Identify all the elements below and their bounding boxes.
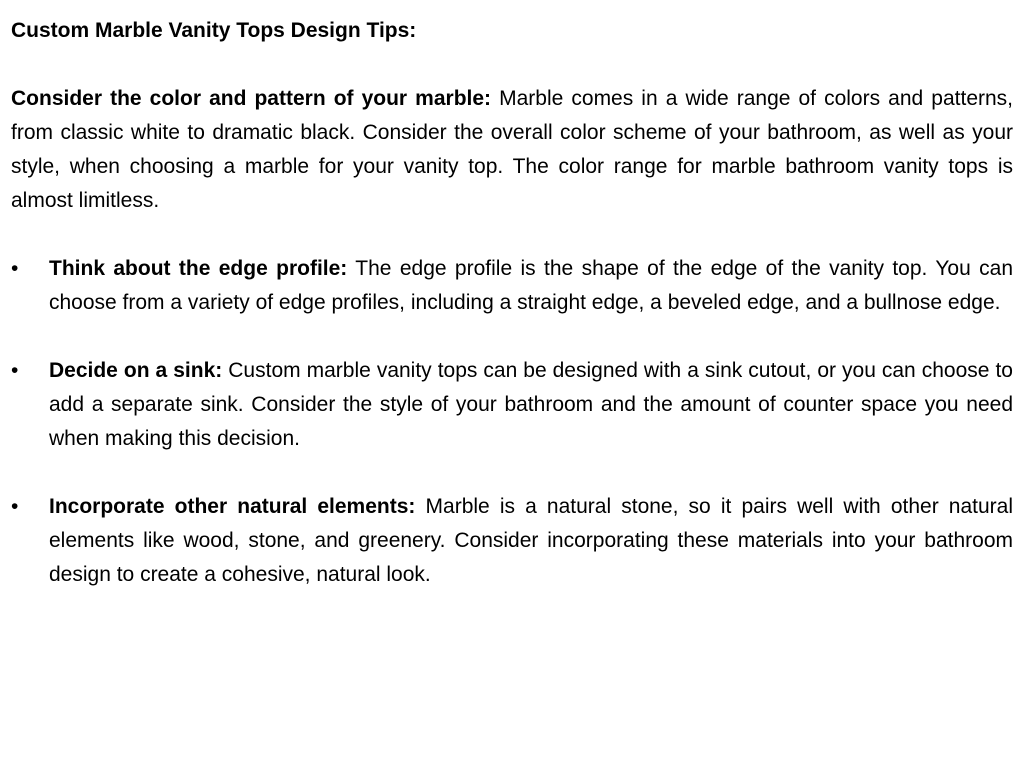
list-item (11, 354, 1013, 456)
tip-body: Custom marble vanity tops can be designed with a sink cutout, or you can choose to add a separate sink. Consider the style of your bathroom and the amount of counter space you need when making this decision. (49, 359, 1013, 450)
bullet-icon: • (11, 257, 19, 280)
tip-lead: Decide on a sink: (49, 359, 223, 382)
slide-content (11, 14, 1013, 626)
tip-body: The edge profile is the shape of the edge of the vanity top. You can choose from a variety of edge profiles, including a straight edge, a beveled edge, and a bullnose edge. (49, 257, 1014, 314)
bullet-icon: • (11, 495, 19, 518)
page-title: Custom Marble Vanity Tops Design Tips: (11, 19, 417, 42)
list-item (11, 490, 1013, 592)
intro-body: Marble comes in a wide range of colors and patterns, from classic white to dramatic black. Consider the overall color scheme of your bathroom, as well as your style, when choosing a marble for your vanity top. The color range for marble bathroom vanity tops is almost limitless. (11, 87, 1013, 212)
tip-lead: Think about the edge profile: (49, 257, 348, 280)
tip-lead: Incorporate other natural elements: (49, 495, 416, 518)
tip-body: Marble is a natural stone, so it pairs well with other natural elements like wood, stone, and greenery. Consider incorporating these materials into your bathroom design to create a cohesive, natural look. (49, 495, 1014, 586)
tips-list (11, 252, 1013, 592)
intro-lead: Consider the color and pattern of your marble: (11, 87, 492, 110)
intro-paragraph (11, 82, 1013, 218)
list-item (11, 252, 1013, 320)
bullet-icon: • (11, 359, 19, 382)
